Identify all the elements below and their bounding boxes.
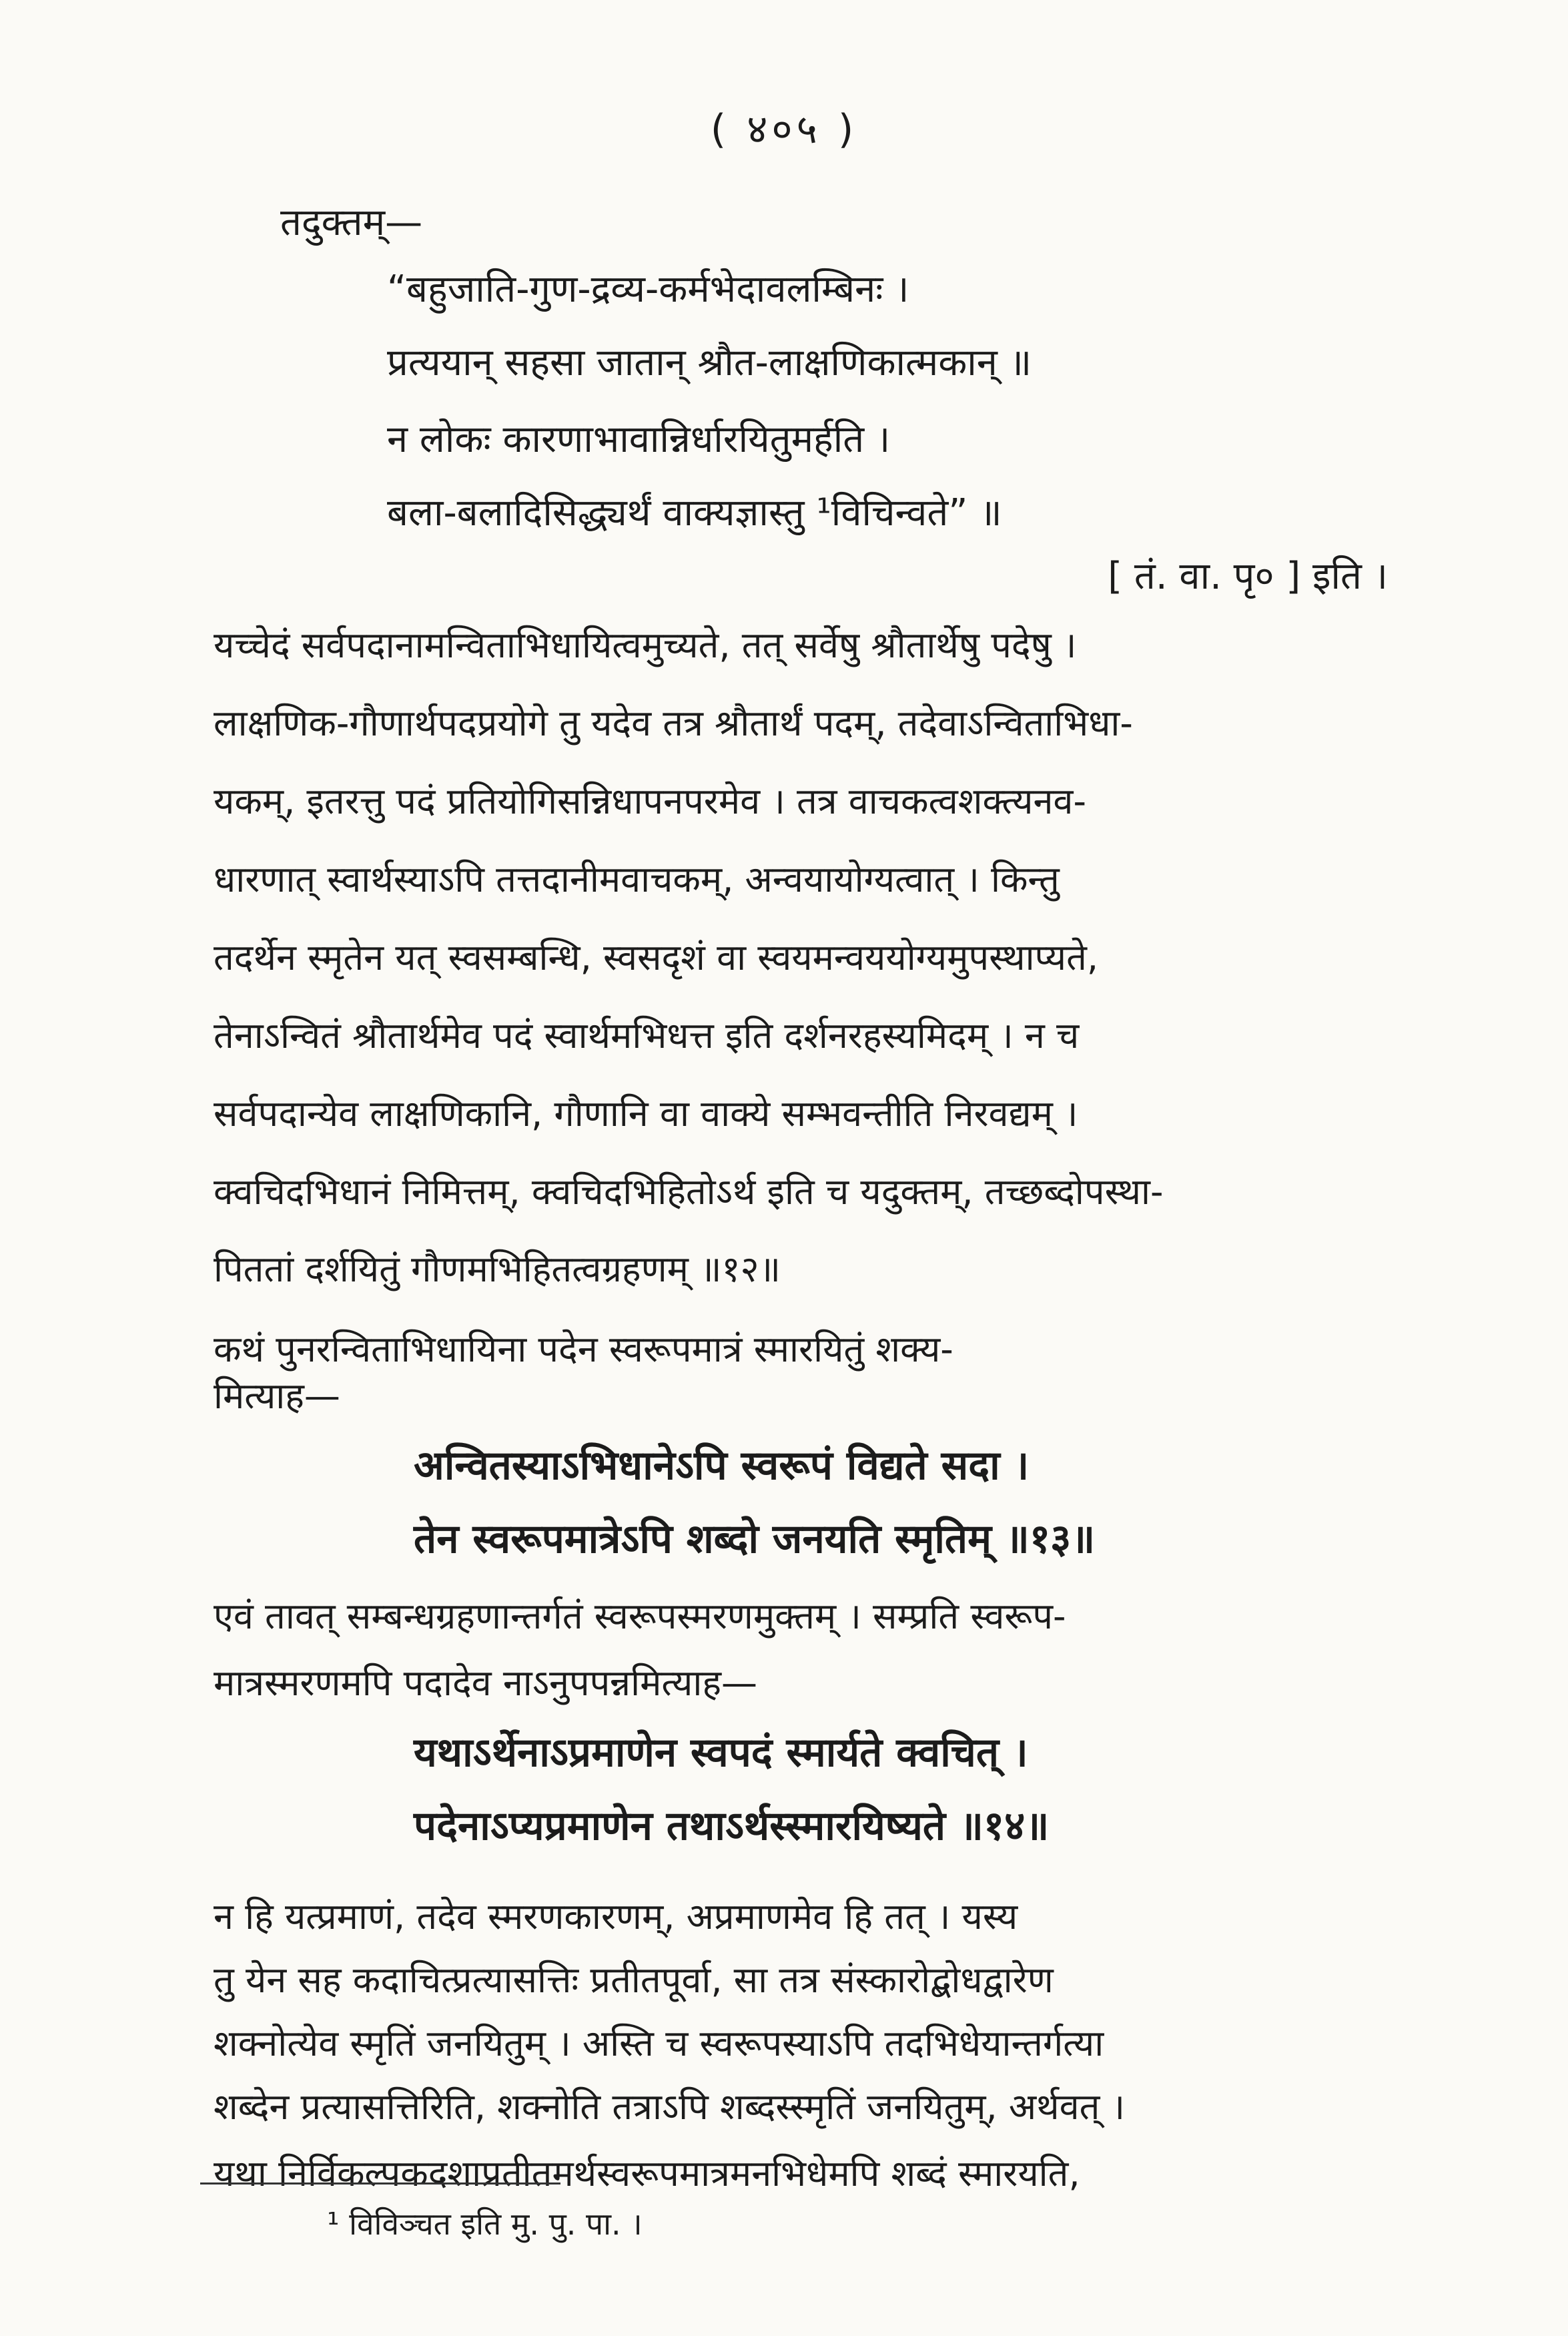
footnote-rule <box>200 2182 560 2184</box>
verse-line: प्रत्ययान् सहसा जातान् श्रौत-लाक्षणिकात्मकान् ॥ <box>387 341 1032 384</box>
text-line: कथं पुनरन्विताभिधायिना पदेन स्वरूपमात्रं स्मारयितुं शक्य- <box>214 1328 953 1370</box>
text-line: मित्याह— <box>214 1375 340 1417</box>
citation: [ तं. वा. पृ० ] इति । <box>1108 555 1388 598</box>
text-line: यच्चेदं सर्वपदानामन्विताभिधायित्वमुच्यते, तत् सर्वेषु श्रौतार्थेषु पदेषु । <box>214 624 1077 666</box>
verse-line: बला-बलादिसिद्ध्यर्थं वाक्यज्ञास्तु ¹विचिन्वते” ॥ <box>387 491 1002 535</box>
verse-line: तेन स्वरूपमात्रेऽपि शब्दो जनयति स्मृतिम् ॥१३॥ <box>414 1516 1096 1562</box>
footnote: ¹ विविञ्चत इति मु. पु. पा. । <box>327 2206 643 2242</box>
text-line: सर्वपदान्येव लाक्षणिकानि, गौणानि वा वाक्ये सम्भवन्तीति निरवद्यम् । <box>214 1093 1078 1135</box>
paragraph-4-end <box>214 2152 1388 2193</box>
text-line: लाक्षणिक-गौणार्थपदप्रयोगे तु यदेव तत्र श्रौतार्थं पदम्, तदेवाऽन्विताभिधा- <box>214 702 1133 744</box>
paragraph-1 <box>214 624 1388 1249</box>
text-line: यकम्, इतरत्तु पदं प्रतियोगिसन्निधापनपरमेव । तत्र वाचकत्वशक्त्यनव- <box>214 780 1086 822</box>
text-line: तु येन सह कदाचित्प्रत्यासत्तिः प्रतीतपूर्वा, सा तत्र संस्कारोद्बोधद्वारेण <box>214 1959 1054 2001</box>
intro-text: तदुक्तम्— <box>280 201 423 244</box>
verse-line: यथाऽर्थेनाऽप्रमाणेन स्वपदं स्मार्यते क्वचित् । <box>414 1729 1028 1776</box>
verse-line: “बहुजाति-गुण-द्रव्य-कर्मभेदावलम्बिनः । <box>387 268 909 311</box>
paragraph-4 <box>214 1895 1388 2149</box>
text-line: तेनाऽन्वितं श्रौतार्थमेव पदं स्वार्थमभिधत्त इति दर्शनरहस्यमिदम् । न च <box>214 1014 1080 1057</box>
text-line: न हि यत्प्रमाणं, तदेव स्मरणकारणम्, अप्रमाणमेव हि तत् । यस्य <box>214 1895 1018 1938</box>
text-line: शब्देन प्रत्यासत्तिरिति, शक्नोति तत्राऽपि शब्दस्स्मृतिं जनयितुम्, अर्थवत् । <box>214 2086 1126 2128</box>
verse-line: पदेनाऽप्यप्रमाणेन तथाऽर्थस्स्मारयिष्यते ॥१४॥ <box>414 1803 1050 1849</box>
text-line: शक्नोत्येव स्मृतिं जनयितुम् । अस्ति च स्वरूपस्याऽपि तदभिधेयान्तर्गत्या <box>214 2022 1104 2064</box>
text-line: यथा निर्विकल्पकदशाप्रतीतमर्थस्वरूपमात्रमनभिधेमपि शब्दं स्मारयति, <box>214 2152 1080 2193</box>
paragraph-2 <box>214 1328 1388 1406</box>
page-number: ( ४०५ ) <box>710 106 858 153</box>
text-line: तदर्थेन स्मृतेन यत् स्वसम्बन्धि, स्वसदृशं वा स्वयमन्वययोग्यमुपस्थाप्यते, <box>214 936 1099 978</box>
text-line: क्वचिदभिधानं निमित्तम्, क्वचिदभिहितोऽर्थ इति च यदुक्तम्, तच्छब्दोपस्था- <box>214 1171 1164 1213</box>
paragraph-1-end <box>214 1248 1388 1326</box>
text-line: मात्रस्मरणमपि पदादेव नाऽनुपपन्नमित्याह— <box>214 1662 758 1704</box>
paragraph-3 <box>214 1595 1388 1740</box>
verse-line: न लोकः कारणाभावान्निर्धारयितुमर्हति । <box>387 418 891 461</box>
text-line: धारणात् स्वार्थस्याऽपि तत्तदानीमवाचकम्, अन्वयायोग्यत्वात् । किन्तु <box>214 858 1060 900</box>
text-line: पिततां दर्शयितुं गौणमभिहितत्वग्रहणम् ॥१२॥ <box>214 1248 781 1290</box>
text-line: एवं तावत् सम्बन्धग्रहणान्तर्गतं स्वरूपस्मरणमुक्तम् । सम्प्रति स्वरूप- <box>214 1595 1066 1637</box>
verse-line: अन्वितस्याऽभिधानेऽपि स्वरूपं विद्यते सदा । <box>414 1442 1030 1489</box>
